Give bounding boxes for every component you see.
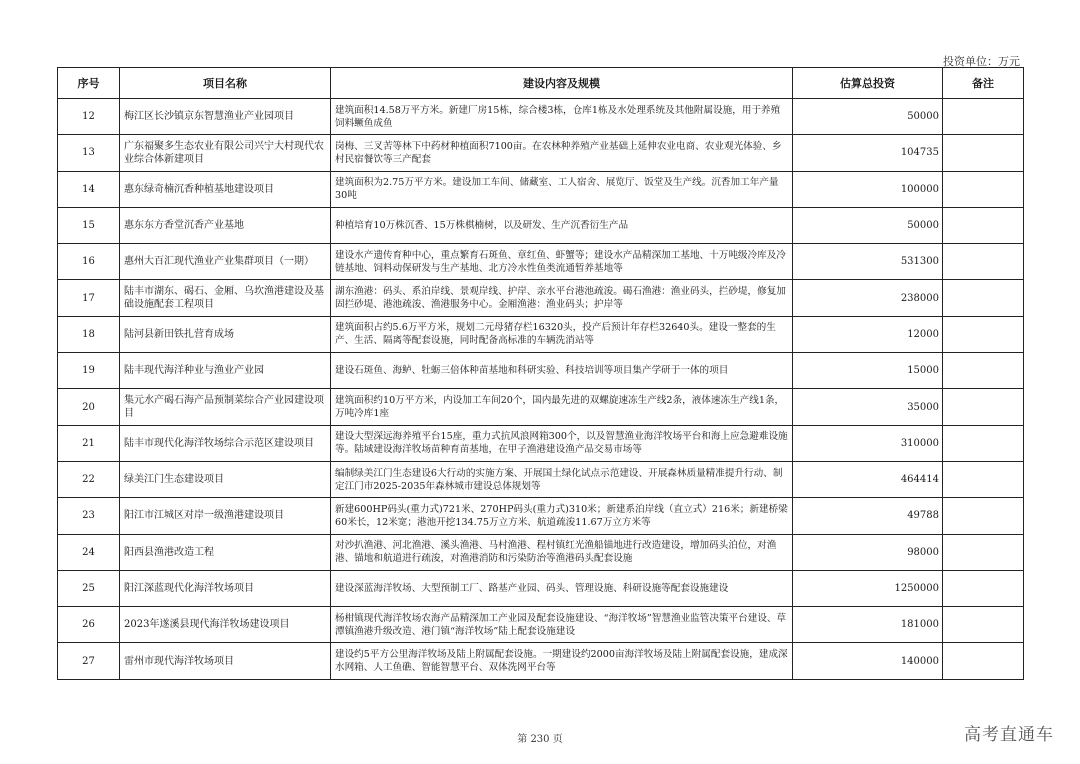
table-row — [58, 425, 1024, 461]
cell-content: 建设水产遗传育种中心，重点繁育石斑鱼、章红鱼、虾蟹等；建设水产品精深加工基地、十万吨级冷库及冷链基地、饲料动保研发与生产基地、北方冷水性鱼类流通暂养基地等 — [331, 244, 793, 280]
cell-content: 建设约5平方公里海洋牧场及陆上附属配套设施。一期建设约2000亩海洋牧场及陆上附属配套设施，建成深水网箱、人工鱼礁、智能智慧平台、双体洗网平台等 — [331, 643, 793, 679]
cell-investment: 140000 — [793, 643, 943, 679]
cell-investment: 238000 — [793, 280, 943, 316]
cell-no: 12 — [58, 99, 120, 135]
table-row — [58, 461, 1024, 497]
cell-project-name: 阳江市江城区对岸一级渔港建设项目 — [120, 498, 331, 534]
cell-investment: 310000 — [793, 425, 943, 461]
header-investment: 估算总投资 — [793, 68, 943, 99]
cell-content: 杨柑镇现代海洋牧场农海产品精深加工产业园及配套设施建设、“海洋牧场”智慧渔业监管决策平台建设、草潭镇渔港升级改造、港门镇“海洋牧场”陆上配套设施建设 — [331, 607, 793, 643]
table-row — [58, 498, 1024, 534]
cell-content: 新建600HP码头(重力式)721米、270HP码头(重力式)310米；新建系泊岸线（直立式）216米；新建桥梁60米长，12米宽；港池开挖134.75万立方米、航道疏浚11.67万立方米等 — [331, 498, 793, 534]
cell-investment: 50000 — [793, 99, 943, 135]
cell-project-name: 陆丰市湖东、碣石、金厢、乌坎渔港建设及基础设施配套工程项目 — [120, 280, 331, 316]
table-body — [58, 99, 1024, 680]
cell-no: 15 — [58, 207, 120, 243]
cell-remark — [943, 461, 1024, 497]
cell-investment: 100000 — [793, 171, 943, 207]
cell-remark — [943, 498, 1024, 534]
cell-remark — [943, 570, 1024, 606]
watermark-text: 高考直通车 — [964, 725, 1054, 745]
cell-investment: 15000 — [793, 353, 943, 389]
table-row — [58, 171, 1024, 207]
cell-investment: 464414 — [793, 461, 943, 497]
cell-investment: 181000 — [793, 607, 943, 643]
cell-no: 24 — [58, 534, 120, 570]
cell-project-name: 惠东东方香堂沉香产业基地 — [120, 207, 331, 243]
cell-investment: 104735 — [793, 135, 943, 171]
cell-no: 23 — [58, 498, 120, 534]
cell-project-name: 绿美江门生态建设项目 — [120, 461, 331, 497]
project-table — [57, 67, 1024, 680]
cell-no: 16 — [58, 244, 120, 280]
table-row — [58, 389, 1024, 425]
cell-investment: 98000 — [793, 534, 943, 570]
table-row — [58, 244, 1024, 280]
cell-project-name: 惠州大百汇现代渔业产业集群项目（一期） — [120, 244, 331, 280]
cell-no: 13 — [58, 135, 120, 171]
cell-content: 湖东渔港：码头、系泊岸线、景观岸线、护岸、亲水平台港池疏浚。碣石渔港：渔业码头，拦砂堤，修复加固拦砂堤、港池疏浚、渔港服务中心。金厢渔港：渔业码头；护岸等 — [331, 280, 793, 316]
cell-content: 建设石斑鱼、海鲈、牡蛎三倍体种苗基地和科研实验、科技培训等项目集产学研于一体的项目 — [331, 353, 793, 389]
cell-project-name: 陆丰现代海洋种业与渔业产业园 — [120, 353, 331, 389]
header-no: 序号 — [58, 68, 120, 99]
cell-remark — [943, 171, 1024, 207]
cell-remark — [943, 425, 1024, 461]
cell-project-name: 2023年遂溪县现代海洋牧场建设项目 — [120, 607, 331, 643]
table-row — [58, 99, 1024, 135]
cell-content: 建筑面积14.58万平方米。新建厂房15栋，综合楼3栋，仓库1栋及水处理系统及其他附属设施，用于养殖饲料鳜鱼成鱼 — [331, 99, 793, 135]
cell-no: 26 — [58, 607, 120, 643]
cell-project-name: 陆河县新田铁扎营育成场 — [120, 316, 331, 352]
cell-no: 25 — [58, 570, 120, 606]
header-remark: 备注 — [943, 68, 1024, 99]
cell-content: 建设大型深远海养殖平台15座，重力式抗风浪网箱300个，以及智慧渔业海洋牧场平台和海上应急避难设施等。陆域建设海洋牧场苗种育苗基地，在甲子渔港建设渔产品交易市场等 — [331, 425, 793, 461]
table-row — [58, 353, 1024, 389]
cell-investment: 49788 — [793, 498, 943, 534]
cell-no: 17 — [58, 280, 120, 316]
cell-project-name: 阳江深蓝现代化海洋牧场项目 — [120, 570, 331, 606]
header-name: 项目名称 — [120, 68, 331, 99]
cell-no: 22 — [58, 461, 120, 497]
cell-no: 27 — [58, 643, 120, 679]
page-number: 第 230 页 — [517, 734, 563, 745]
table-row — [58, 135, 1024, 171]
cell-investment: 1250000 — [793, 570, 943, 606]
cell-content: 建筑面积为2.75万平方米。建设加工车间、储藏室、工人宿舍、展览厅、饭堂及生产线。沉香加工年产量30吨 — [331, 171, 793, 207]
header-content: 建设内容及规模 — [331, 68, 793, 99]
cell-remark — [943, 607, 1024, 643]
cell-remark — [943, 135, 1024, 171]
table-row — [58, 316, 1024, 352]
table-row — [58, 207, 1024, 243]
cell-content: 种植培育10万株沉香、15万株棋楠树，以及研发、生产沉香衍生产品 — [331, 207, 793, 243]
table-row — [58, 607, 1024, 643]
cell-project-name: 雷州市现代海洋牧场项目 — [120, 643, 331, 679]
cell-remark — [943, 99, 1024, 135]
cell-content: 对沙扒渔港、河北渔港、溪头渔港、马村渔港、程村镇红光渔船锚地进行改造建设，增加码头泊位，对渔港、锚地和航道进行疏浚，对渔港消防和污染防治等渔港码头配套设施 — [331, 534, 793, 570]
table-row — [58, 643, 1024, 679]
cell-project-name: 集元水产碣石海产品预制菜综合产业园建设项目 — [120, 389, 331, 425]
cell-remark — [943, 244, 1024, 280]
investment-unit-label: 投资单位：万元 — [943, 55, 1020, 68]
cell-remark — [943, 534, 1024, 570]
cell-project-name: 阳西县渔港改造工程 — [120, 534, 331, 570]
table-row — [58, 280, 1024, 316]
cell-no: 21 — [58, 425, 120, 461]
cell-project-name: 陆丰市现代化海洋牧场综合示范区建设项目 — [120, 425, 331, 461]
table-row — [58, 534, 1024, 570]
cell-content: 建筑面积约10万平方米，内设加工车间20个，国内最先进的双螺旋速冻生产线2条，液体速冻生产线1条，万吨冷库1座 — [331, 389, 793, 425]
cell-remark — [943, 207, 1024, 243]
cell-investment: 35000 — [793, 389, 943, 425]
cell-remark — [943, 316, 1024, 352]
cell-content: 建设深蓝海洋牧场、大型预制工厂、路基产业园、码头、管理设施、科研设施等配套设施建设 — [331, 570, 793, 606]
cell-no: 19 — [58, 353, 120, 389]
cell-project-name: 梅江区长沙镇京东智慧渔业产业园项目 — [120, 99, 331, 135]
cell-project-name: 广东福聚多生态农业有限公司兴宁大村现代农业综合体新建项目 — [120, 135, 331, 171]
cell-project-name: 惠东绿奇楠沉香种植基地建设项目 — [120, 171, 331, 207]
table-row — [58, 570, 1024, 606]
cell-no: 20 — [58, 389, 120, 425]
cell-content: 建筑面积占约5.6万平方米，规划二元母猪存栏16320头，投产后预计年存栏32640头。建设一整套的生产、生活、隔离等配套设施，同时配备高标准的车辆洗消站等 — [331, 316, 793, 352]
table-header-row — [58, 68, 1024, 99]
cell-remark — [943, 389, 1024, 425]
cell-remark — [943, 353, 1024, 389]
cell-investment: 12000 — [793, 316, 943, 352]
cell-investment: 531300 — [793, 244, 943, 280]
cell-no: 14 — [58, 171, 120, 207]
cell-content: 编制绿美江门生态建设6大行动的实施方案、开展国土绿化试点示范建设、开展森林质量精准提升行动、制定江门市2025-2035年森林城市建设总体规划等 — [331, 461, 793, 497]
cell-investment: 50000 — [793, 207, 943, 243]
cell-no: 18 — [58, 316, 120, 352]
cell-remark — [943, 643, 1024, 679]
cell-content: 岗梅、三叉苦等林下中药材种植面积7100亩。在农林种养殖产业基础上延伸农业电商、农业观光体验、乡村民宿餐饮等三产配套 — [331, 135, 793, 171]
cell-remark — [943, 280, 1024, 316]
